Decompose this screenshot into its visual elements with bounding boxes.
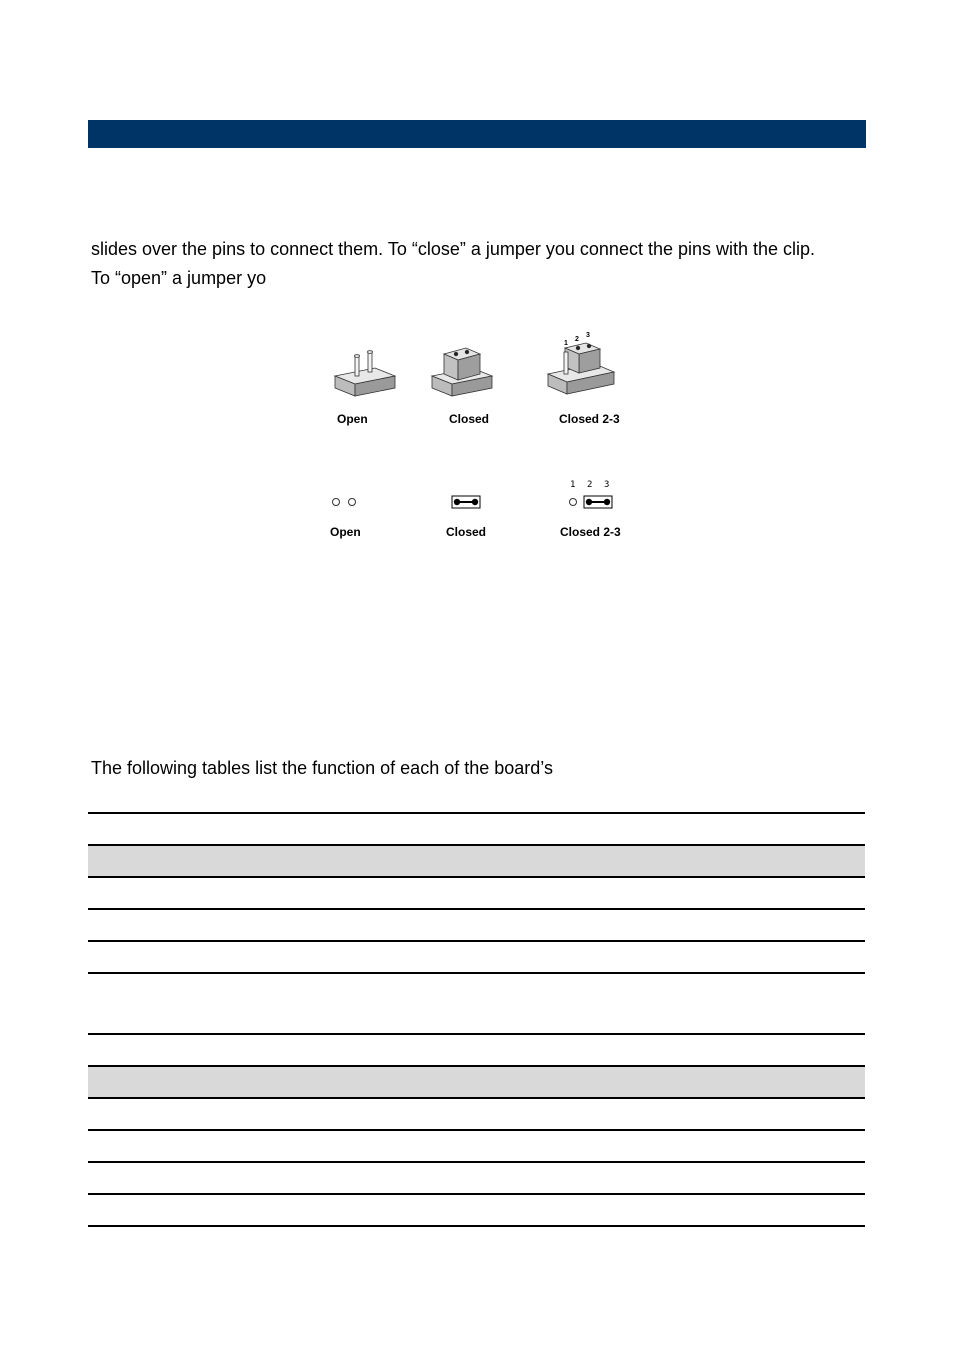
- jumper-illustration: [320, 328, 640, 548]
- table-header-row: [88, 846, 865, 878]
- paragraph-line: To “open” a jumper yo: [91, 268, 267, 288]
- table-row: [88, 1163, 865, 1195]
- table-row: [88, 910, 865, 942]
- open-jumper-schematic: [333, 499, 356, 506]
- paragraph-line: slides over the pins to connect them. To “close” a jumper you connect the pins with the clip.: [91, 239, 816, 259]
- table-row: [88, 1099, 865, 1131]
- closed-label-schematic: Closed: [446, 525, 487, 539]
- closed-label-3d: Closed: [449, 412, 490, 426]
- table-header-row: [88, 1067, 865, 1099]
- table-caption-row: [88, 1033, 865, 1067]
- section-header-bar: [88, 120, 866, 148]
- closed-2-3-label-3d: Closed 2-3: [559, 412, 620, 426]
- table-row: [88, 1131, 865, 1163]
- pin-number-label: 2: [575, 336, 579, 343]
- pin-number-label: 3: [586, 332, 590, 339]
- closed-jumper-schematic: [452, 496, 480, 508]
- pin-number-label: 1: [564, 340, 568, 347]
- table-caption-row: [88, 812, 865, 846]
- jumper-table-1: [88, 812, 865, 974]
- pin-number-label: 2: [587, 480, 593, 490]
- open-label-3d: Open: [337, 412, 368, 426]
- table-row: [88, 942, 865, 974]
- closed-2-3-jumper-3d: [548, 343, 614, 394]
- jumper-table-2: [88, 1033, 865, 1227]
- table-row: [88, 878, 865, 910]
- open-label-schematic: Open: [330, 525, 361, 539]
- pin-number-label: 3: [604, 480, 610, 490]
- table-row: [88, 1195, 865, 1227]
- tables-intro-paragraph: The following tables list the function of each of the board’s: [91, 758, 553, 778]
- closed-jumper-3d: [432, 348, 492, 396]
- pin-number-label: 1: [570, 480, 576, 490]
- jumper-description-paragraph: [91, 235, 815, 293]
- closed-2-3-jumper-schematic: [570, 496, 613, 508]
- open-jumper-3d: [335, 351, 395, 396]
- closed-2-3-label-schematic: Closed 2-3: [560, 525, 621, 539]
- jumper-settings-figure: [320, 328, 640, 548]
